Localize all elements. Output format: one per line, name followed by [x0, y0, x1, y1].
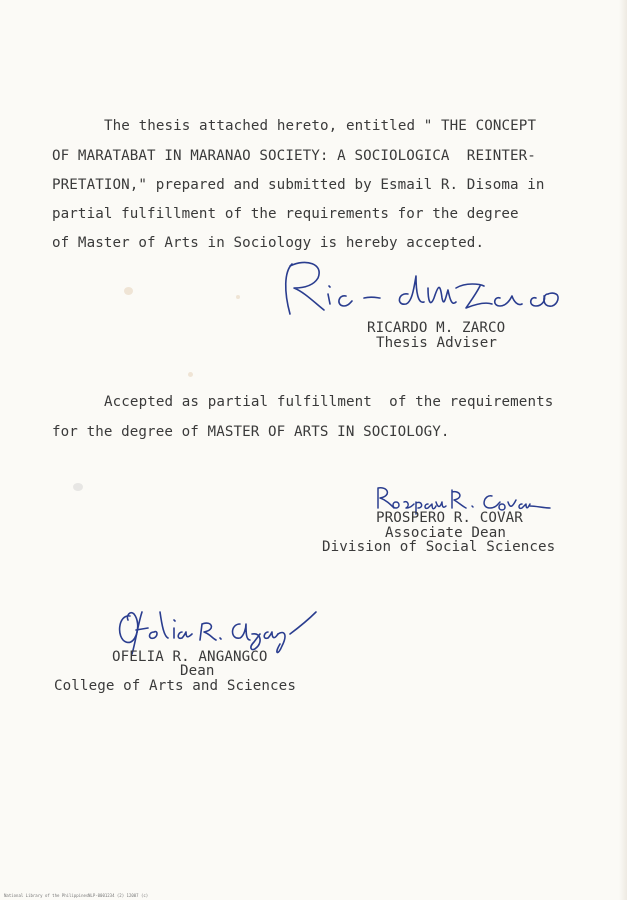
associate-dean-title: Associate Dean — [385, 525, 506, 541]
paper-stain — [124, 287, 133, 295]
associate-dean-name: PROSPERO R. COVAR — [376, 510, 523, 526]
footer-library: National Library of the Philippines — [4, 893, 89, 898]
approval-line-2: OF MARATABAT IN MARANAO SOCIETY: A SOCIOLOGICA REINTER- — [52, 148, 536, 164]
dean-title: Dean — [180, 663, 215, 679]
dean-unit: College of Arts and Sciences — [54, 678, 296, 694]
adviser-signature — [280, 258, 570, 323]
paper-stain — [188, 372, 193, 377]
acceptance-line-1: Accepted as partial fulfillment of the requirements — [104, 394, 554, 410]
page-edge-shadow — [619, 0, 627, 900]
footer-identifier: NLP-0001234 (2) 12007 (c) — [88, 893, 149, 898]
associate-dean-unit: Division of Social Sciences — [322, 539, 556, 555]
paper-stain — [73, 483, 83, 491]
approval-line-4: partial fulfillment of the requirements for the degree — [52, 206, 519, 222]
paper-stain — [236, 295, 240, 299]
approval-line-3: PRETATION," prepared and submitted by Esmail R. Disoma in — [52, 177, 545, 193]
acceptance-line-2: for the degree of MASTER OF ARTS IN SOCIOLOGY. — [52, 424, 450, 440]
approval-line-1: The thesis attached hereto, entitled " THE CONCEPT — [104, 118, 537, 134]
dean-name: OFELIA R. ANGANGCO — [112, 649, 268, 665]
adviser-title: Thesis Adviser — [376, 335, 497, 351]
adviser-name: RICARDO M. ZARCO — [367, 320, 506, 336]
approval-line-5: of Master of Arts in Sociology is hereby accepted. — [52, 235, 485, 251]
